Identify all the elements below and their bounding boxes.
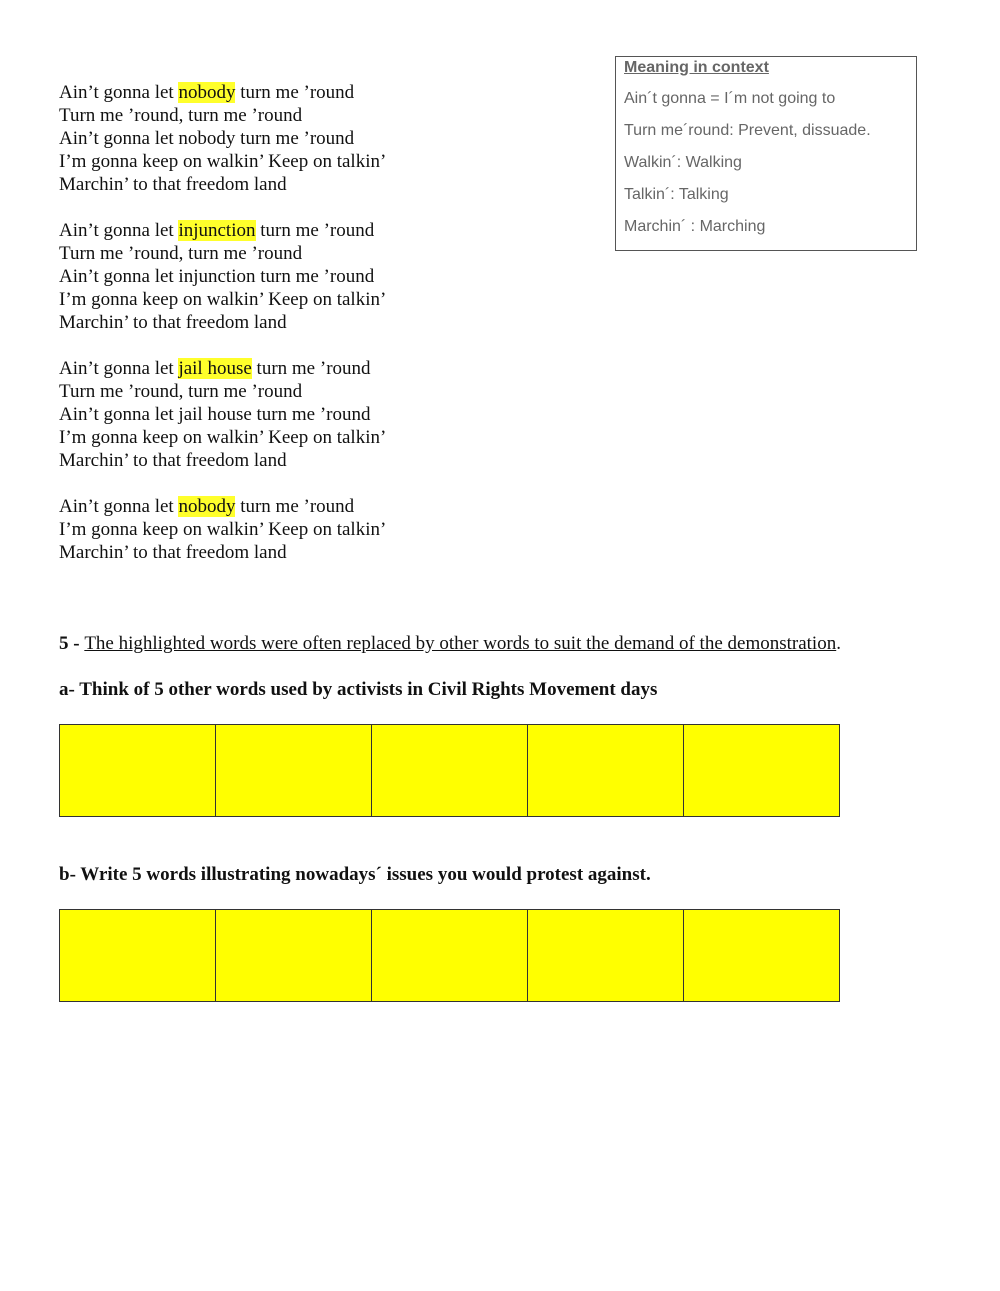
question-text: The highlighted words were often replaced by other words to suit the demand of the demonstration bbox=[84, 633, 837, 654]
lyric-line: I’m gonna keep on walkin’ Keep on talkin’ bbox=[59, 289, 387, 310]
lyric-line: Ain’t gonna let nobody turn me ’round bbox=[59, 128, 355, 149]
question-a: a- Think of 5 other words used by activists in Civil Rights Movement days bbox=[59, 679, 658, 700]
lyric-line: I’m gonna keep on walkin’ Keep on talkin’ bbox=[59, 519, 387, 540]
stanza-3 bbox=[59, 357, 559, 472]
lyric-line: Ain’t gonna let jail house turn me ’round bbox=[59, 358, 371, 379]
lyric-line: Marchin’ to that freedom land bbox=[59, 450, 287, 471]
answer-row-b bbox=[59, 909, 840, 1002]
question-b: b- Write 5 words illustrating nowadays´ issues you would protest against. bbox=[59, 864, 651, 885]
highlighted-word: nobody bbox=[178, 82, 236, 103]
answer-box[interactable] bbox=[684, 910, 839, 1001]
lyric-line: Turn me ’round, turn me ’round bbox=[59, 243, 303, 264]
lyric-line: Marchin’ to that freedom land bbox=[59, 542, 287, 563]
answer-box[interactable] bbox=[528, 725, 684, 816]
answer-box[interactable] bbox=[216, 910, 372, 1001]
stanza-1 bbox=[59, 81, 559, 196]
highlighted-word: injunction bbox=[178, 220, 256, 241]
answer-box[interactable] bbox=[372, 910, 528, 1001]
glossary-entry: Walkin´: Walking bbox=[624, 154, 742, 171]
stanza-4 bbox=[59, 495, 559, 564]
question-number: 5 - bbox=[59, 633, 85, 654]
lyric-line: Marchin’ to that freedom land bbox=[59, 312, 287, 333]
highlighted-word: nobody bbox=[178, 496, 236, 517]
song-lyrics bbox=[59, 81, 559, 587]
stanza-2 bbox=[59, 219, 559, 334]
highlighted-word: jail house bbox=[178, 358, 252, 379]
glossary-entry: Talkin´: Talking bbox=[624, 186, 729, 203]
lyric-line: Ain’t gonna let nobody turn me ’round bbox=[59, 82, 355, 103]
glossary-entry: Ain´t gonna = I´m not going to bbox=[624, 90, 836, 107]
lyric-line: Ain’t gonna let nobody turn me ’round bbox=[59, 496, 355, 517]
answer-box[interactable] bbox=[528, 910, 684, 1001]
answer-row-a bbox=[59, 724, 840, 817]
glossary-entry: Marchin´ : Marching bbox=[624, 218, 766, 235]
answer-box[interactable] bbox=[60, 910, 216, 1001]
lyric-line: Turn me ’round, turn me ’round bbox=[59, 381, 303, 402]
answer-box[interactable] bbox=[684, 725, 839, 816]
answer-box[interactable] bbox=[372, 725, 528, 816]
lyric-line: Ain’t gonna let jail house turn me ’round bbox=[59, 404, 371, 425]
lyric-line: Turn me ’round, turn me ’round bbox=[59, 105, 303, 126]
lyric-line: Ain’t gonna let injunction turn me ’round bbox=[59, 220, 375, 241]
meaning-in-context-box bbox=[615, 56, 917, 251]
question-5: 5 - The highlighted words were often replaced by other words to suit the demand of the demonstration. bbox=[59, 633, 841, 654]
glossary-entry: Turn me´round: Prevent, dissuade. bbox=[624, 122, 871, 139]
lyric-line: I’m gonna keep on walkin’ Keep on talkin’ bbox=[59, 427, 387, 448]
lyric-line: Marchin’ to that freedom land bbox=[59, 174, 287, 195]
answer-box[interactable] bbox=[60, 725, 216, 816]
lyric-line: I’m gonna keep on walkin’ Keep on talkin’ bbox=[59, 151, 387, 172]
answer-box[interactable] bbox=[216, 725, 372, 816]
lyric-line: Ain’t gonna let injunction turn me ’round bbox=[59, 266, 375, 287]
glossary-title: Meaning in context bbox=[624, 59, 769, 76]
